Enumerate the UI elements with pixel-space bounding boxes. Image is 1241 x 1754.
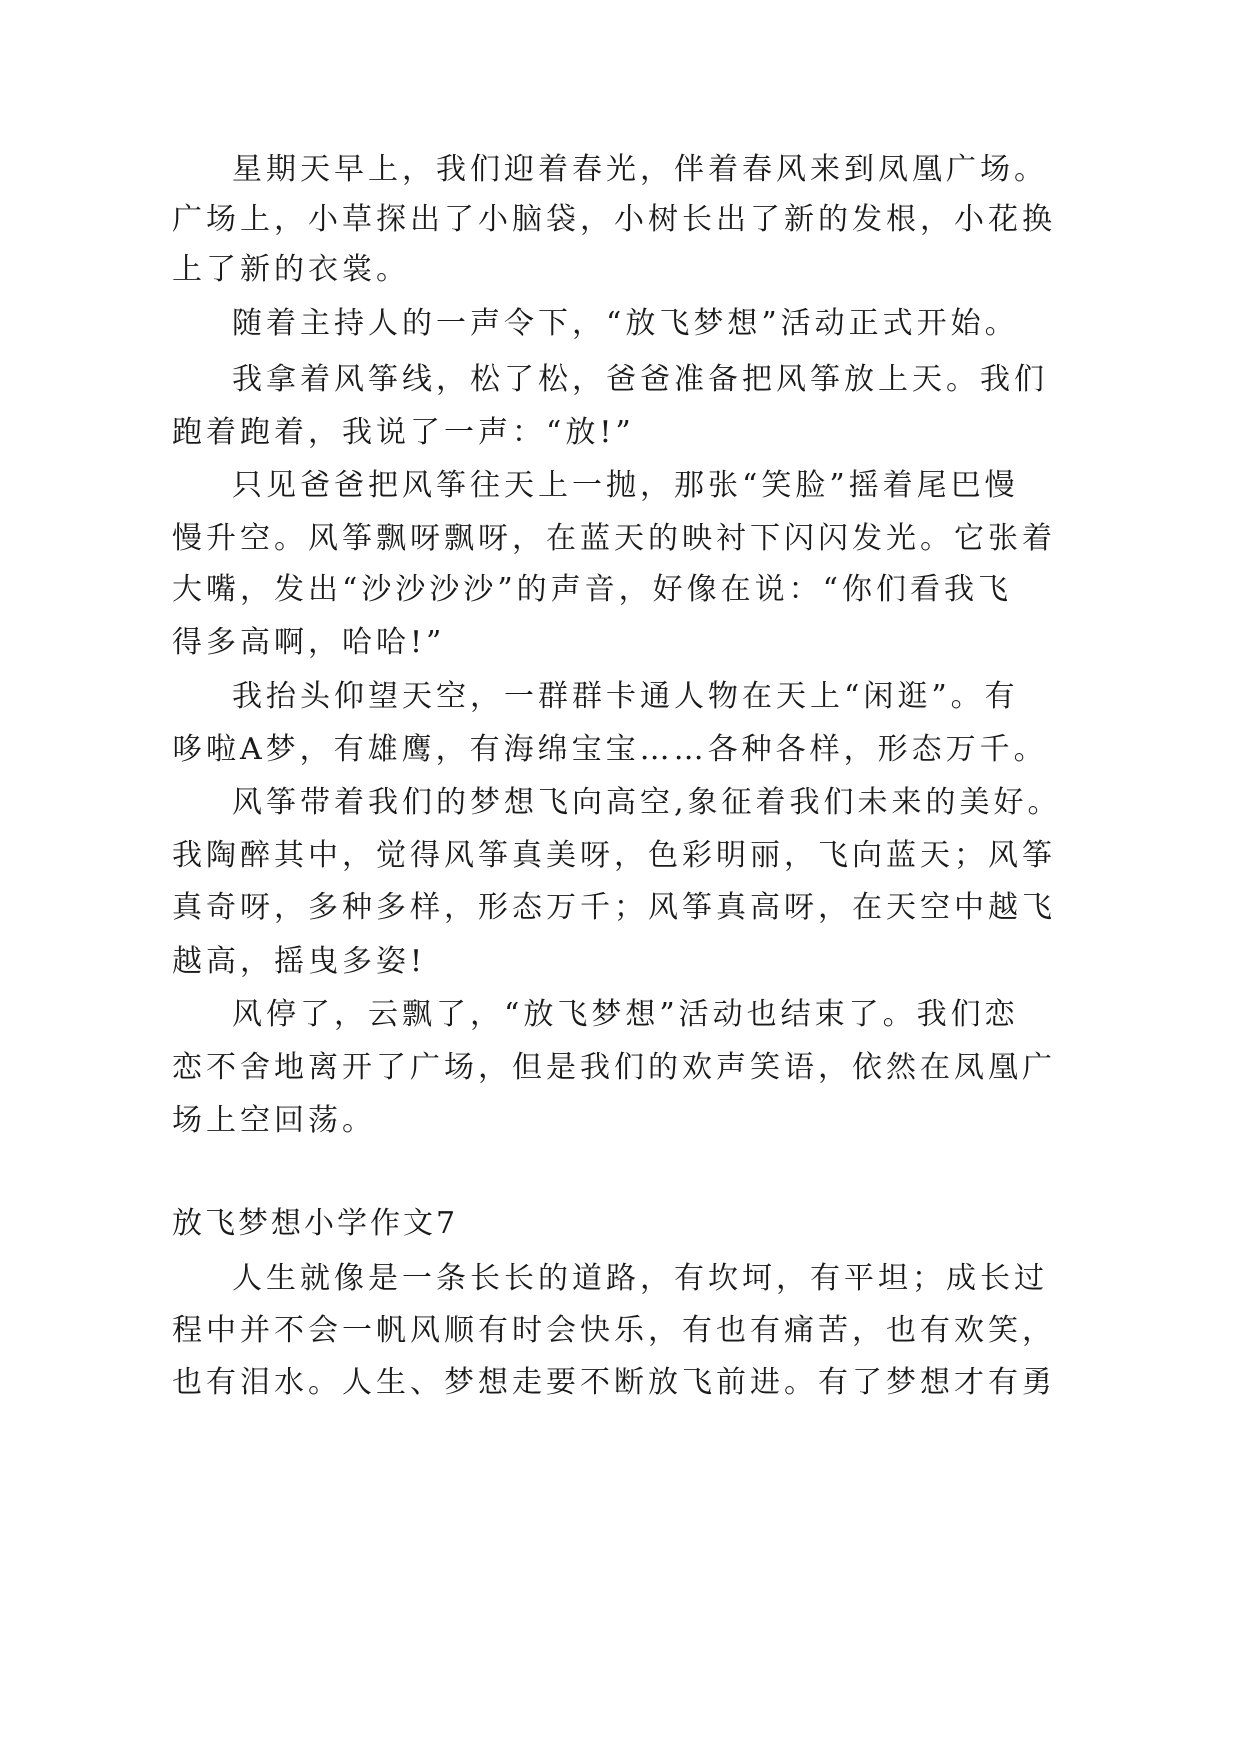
paragraph-line: 哆啦A梦，有雄鹰，有海绵宝宝……各种各样，形态万千。 xyxy=(172,732,1048,767)
paragraph-line: 星期天早上，我们迎着春光，伴着春风来到凤凰广场。 xyxy=(232,152,1048,187)
paragraph-line: 我抬头仰望天空，一群群卡通人物在天上“闲逛”。有 xyxy=(232,679,1019,714)
paragraph-line: 场上空回荡。 xyxy=(172,1103,376,1138)
paragraph-line: 广场上，小草探出了小脑袋，小树长出了新的发根，小花换 xyxy=(172,202,1056,237)
paragraph-line: 得多高啊，哈哈!” xyxy=(172,625,446,660)
paragraph-line: 恋不舍地离开了广场，但是我们的欢声笑语，依然在凤凰广 xyxy=(172,1050,1056,1085)
paragraph-line: 风筝带着我们的梦想飞向高空,象征着我们未来的美好。 xyxy=(232,785,1062,820)
paragraph-line: 随着主持人的一声令下，“放飞梦想”活动正式开始。 xyxy=(232,306,1019,341)
paragraph-line: 风停了，云飘了，“放飞梦想”活动也结束了。我们恋 xyxy=(232,997,1019,1032)
paragraph-line: 我拿着风筝线，松了松，爸爸准备把风筝放上天。我们 xyxy=(232,362,1048,397)
paragraph-line: 只见爸爸把风筝往天上一抛，那张“笑脸”摇着尾巴慢 xyxy=(232,468,1019,503)
paragraph-line: 我陶醉其中，觉得风筝真美呀，色彩明丽，飞向蓝天；风筝 xyxy=(172,838,1056,873)
paragraph-line: 人生就像是一条长长的道路，有坎坷，有平坦；成长过 xyxy=(232,1261,1048,1296)
paragraph-line: 越高，摇曳多姿! xyxy=(172,944,427,979)
paragraph-line: 跑着跑着，我说了一声：“放!” xyxy=(172,415,635,450)
paragraph-line: 真奇呀，多种多样，形态万千；风筝真高呀，在天空中越飞 xyxy=(172,890,1056,925)
paragraph-line: 上了新的衣裳。 xyxy=(172,252,410,287)
paragraph-line: 程中并不会一帆风顺有时会快乐，有也有痛苦，也有欢笑， xyxy=(172,1313,1056,1348)
section-heading: 放飞梦想小学作文7 xyxy=(172,1206,459,1241)
paragraph-line: 也有泪水。人生、梦想走要不断放飞前进。有了梦想才有勇 xyxy=(172,1365,1056,1400)
paragraph-line: 慢升空。风筝飘呀飘呀，在蓝天的映衬下闪闪发光。它张着 xyxy=(172,521,1056,556)
paragraph-line: 大嘴，发出“沙沙沙沙”的声音，好像在说：“你们看我飞 xyxy=(172,572,1013,607)
